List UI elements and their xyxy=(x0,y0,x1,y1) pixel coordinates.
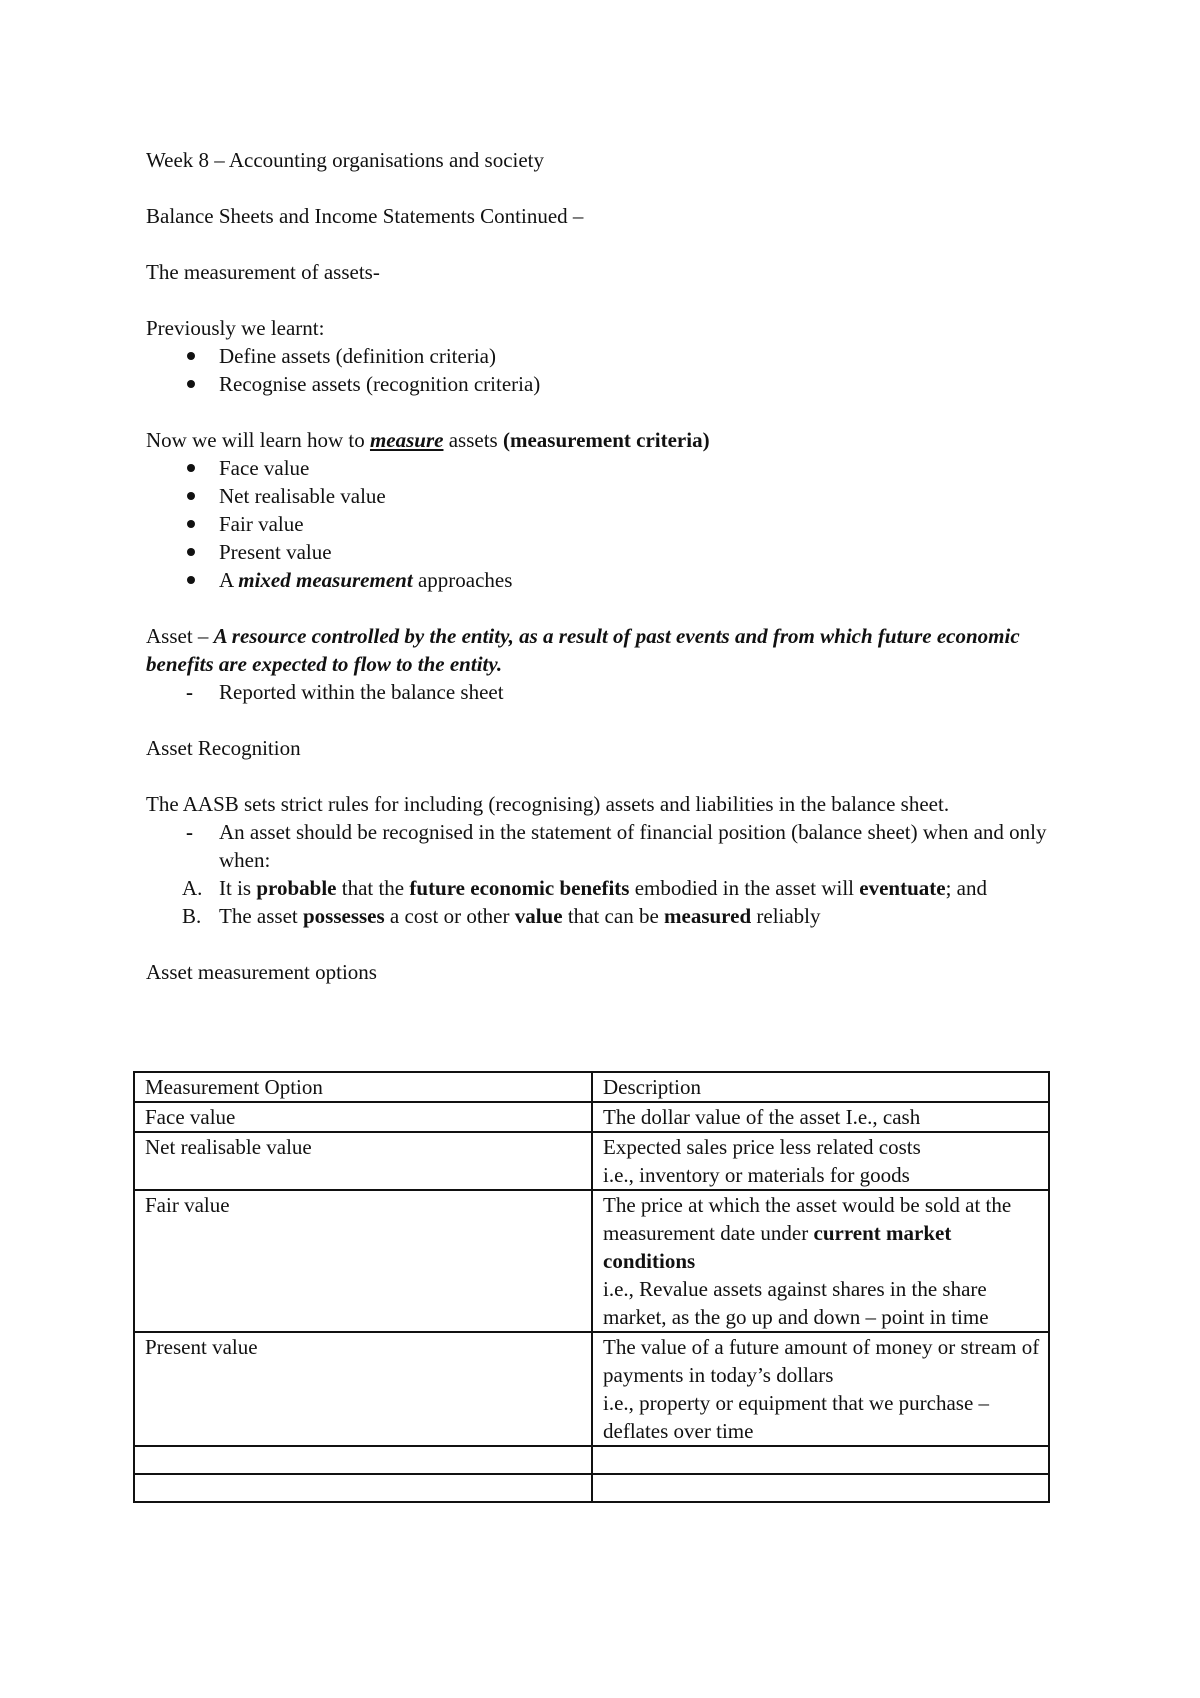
table-row xyxy=(134,1332,1049,1446)
intro-text: Now we will learn how to xyxy=(146,428,370,452)
empty-cell xyxy=(592,1474,1049,1502)
condition-text: that can be xyxy=(562,904,665,928)
measurement-list xyxy=(146,454,1066,594)
condition-bold: measured xyxy=(664,904,752,928)
empty-cell xyxy=(134,1474,592,1502)
condition-b xyxy=(146,902,1066,930)
subheading: Balance Sheets and Income Statements Continued – xyxy=(146,204,584,228)
measurement-intro xyxy=(146,426,1066,454)
description-bold: current market conditions xyxy=(603,1221,952,1273)
condition-bold: future economic benefits xyxy=(409,876,630,900)
document-body xyxy=(146,146,1066,986)
option-cell: Net realisable value xyxy=(134,1132,592,1190)
description-example: i.e., Revalue assets against shares in the share market, as the go up and down – point in time xyxy=(603,1277,989,1329)
asset-definition-paragraph xyxy=(146,622,1066,678)
table-row xyxy=(134,1102,1049,1132)
condition-bold: probable xyxy=(256,876,337,900)
list-marker: B. xyxy=(182,904,202,928)
table-row xyxy=(134,1190,1049,1332)
list-item: Net realisable value xyxy=(146,482,1066,510)
description-cell xyxy=(592,1132,1049,1190)
aasb-paragraph: The AASB sets strict rules for including (recognising) assets and liabilities in the balance sheet. xyxy=(146,792,950,816)
condition-text: It is xyxy=(219,876,257,900)
table-row xyxy=(134,1132,1049,1190)
mixed-suffix: approaches xyxy=(412,568,513,592)
list-item: Present value xyxy=(146,538,1066,566)
previously-intro: Previously we learnt: xyxy=(146,316,325,340)
condition-bold: value xyxy=(514,904,563,928)
table-header-cell: Measurement Option xyxy=(134,1072,592,1102)
list-item xyxy=(146,566,1066,594)
recognition-conditions xyxy=(146,874,1066,930)
condition-text: The asset xyxy=(219,904,303,928)
table-row-empty xyxy=(134,1474,1049,1502)
empty-cell xyxy=(134,1446,592,1474)
description-line xyxy=(603,1191,1042,1275)
description-example: i.e., property or equipment that we purchase – deflates over time xyxy=(603,1391,990,1443)
option-cell: Face value xyxy=(134,1102,592,1132)
condition-text: embodied in the asset will xyxy=(629,876,860,900)
condition-text: ; and xyxy=(945,876,987,900)
list-item: Face value xyxy=(146,454,1066,482)
description-cell xyxy=(592,1190,1049,1332)
condition-text: a cost or other xyxy=(384,904,515,928)
condition-text: that the xyxy=(336,876,410,900)
description-example: i.e., inventory or materials for goods xyxy=(603,1163,910,1187)
previously-list xyxy=(146,342,1066,398)
list-item: - Reported within the balance sheet xyxy=(146,678,1066,706)
measurement-criteria: (measurement criteria) xyxy=(502,428,710,452)
description-text: The price at which the asset would be sold at the measurement date under xyxy=(603,1193,1012,1245)
asset-definition: A resource controlled by the entity, as a result of past events and from which future economic benefits are expected to flow to the entity. xyxy=(146,624,1020,676)
measure-emphasis: measure xyxy=(369,428,444,452)
condition-a xyxy=(146,874,1066,902)
description-cell xyxy=(592,1332,1049,1446)
list-marker: A. xyxy=(182,876,203,900)
intro-text: assets xyxy=(443,428,503,452)
list-item: - An asset should be recognised in the statement of financial position (balance sheet) when and only when: xyxy=(146,818,1066,874)
option-cell: Present value xyxy=(134,1332,592,1446)
table-row-empty xyxy=(134,1446,1049,1474)
table-header-row xyxy=(134,1072,1049,1102)
description-line: The value of a future amount of money or stream of payments in today’s dollars xyxy=(603,1335,1040,1387)
description-cell: The dollar value of the asset I.e., cash xyxy=(592,1102,1049,1132)
measurement-options-table xyxy=(133,1071,1050,1503)
condition-bold: eventuate xyxy=(859,876,946,900)
asset-label: Asset – xyxy=(146,624,214,648)
recognition-heading: Asset Recognition xyxy=(146,736,301,760)
condition-bold: possesses xyxy=(302,904,385,928)
list-item: Recognise assets (recognition criteria) xyxy=(146,370,1066,398)
list-item: Fair value xyxy=(146,510,1066,538)
mixed-prefix: A xyxy=(219,568,239,592)
list-item: Define assets (definition criteria) xyxy=(146,342,1066,370)
description-line: Expected sales price less related costs xyxy=(603,1135,921,1159)
table-header-cell: Description xyxy=(592,1072,1049,1102)
empty-cell xyxy=(592,1446,1049,1474)
section-measurement: The measurement of assets- xyxy=(146,260,380,284)
option-cell: Fair value xyxy=(134,1190,592,1332)
recognition-rules xyxy=(146,818,1066,874)
options-heading: Asset measurement options xyxy=(146,960,377,984)
page-title: Week 8 – Accounting organisations and society xyxy=(146,148,545,172)
mixed-emphasis: mixed measurement xyxy=(238,568,413,592)
condition-text: reliably xyxy=(751,904,821,928)
asset-notes xyxy=(146,678,1066,706)
